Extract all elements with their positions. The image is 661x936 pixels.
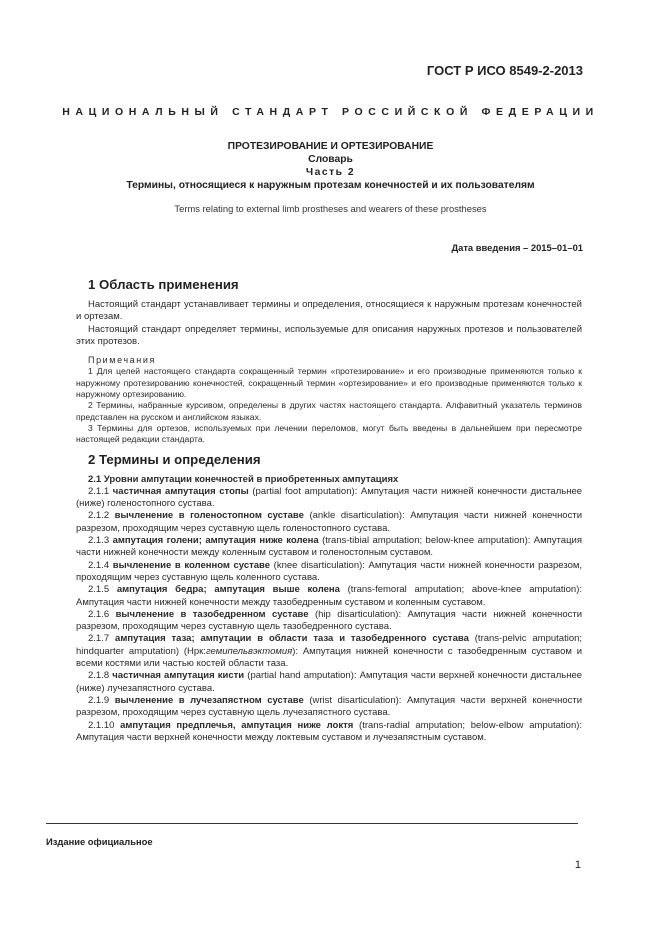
term-entry: [76, 695, 582, 720]
title-line-4: Термины, относящиеся к наружным протезам конечностей и их пользователям: [126, 180, 535, 191]
term-definition: Ампутация части верхней конечности между локтевым суставом и лучезапястным суставом.: [76, 731, 487, 743]
term-definition: Ампутация части нижней конечности дистальнее (ниже) голеностопного сустава.: [76, 485, 583, 510]
official-edition-label: Издание официальное: [46, 836, 153, 847]
term-english: (trans-pelvic amputation; hindquarter amputation): [76, 633, 583, 657]
term-name: вычленение в коленном суставе: [112, 559, 271, 571]
term-entry: [76, 510, 582, 535]
term-name: вычленение в тазобедренном суставе: [115, 608, 309, 620]
section-1-paragraph-1: Настоящий стандарт устанавливает термины и определения, относящиеся к наружным протезам конечностей и ортезам.: [76, 299, 582, 323]
term-number: 2.1.9: [88, 694, 110, 706]
title-line-2: Словарь: [308, 154, 353, 165]
term-english: (trans-femoral amputation; above-knee amputation):: [347, 584, 582, 596]
term-english: (partial hand amputation):: [247, 670, 357, 682]
term-english: (partial foot amputation):: [252, 485, 358, 497]
note-2: 2 Термины, набранные курсивом, определены в других частях настоящего стандарта. Алфавитный указатель терминов представлен на русском и английском языках.: [76, 400, 582, 422]
section-2-subtitle: 2.1 Уровни ампутации конечностей в приобретенных ампутациях: [88, 473, 399, 485]
term-definition: Ампутация части нижней конечности между тазобедренным суставом и коленным суставом.: [76, 596, 486, 608]
term-english: (knee disarticulation):: [273, 559, 365, 571]
term-entry: [76, 486, 582, 511]
term-definition: Ампутация части верхней конечности дистальнее (ниже) лучезапястного сустава.: [76, 670, 583, 694]
term-english: (trans-radial amputation; below-elbow amputation):: [359, 719, 583, 731]
term-definition: Ампутация части нижней конечности между коленным суставом и голеностопным суставом.: [76, 535, 582, 559]
main-content: [76, 277, 582, 744]
title-line-3: Часть 2: [305, 167, 356, 178]
term-entry: [76, 670, 582, 695]
term-definition: Ампутация части нижней конечности разрезом, проходящим через суставную щель голеностопного сустава.: [76, 510, 583, 534]
term-definition: Ампутация части нижней конечности разрезом, проходящим через суставную щель тазобедренного сустава.: [76, 608, 583, 633]
note-3: 3 Термины для ортезов, используемых при лечении переломов, могут быть введены в дальнейшем при пересмотре настоящей редакции стандарта.: [76, 422, 582, 445]
term-number: 2.1.4: [88, 559, 110, 571]
term-entry: [76, 560, 582, 585]
term-number: 2.1.10: [88, 719, 115, 731]
term-number: 2.1.6: [88, 608, 110, 620]
term-entry: [76, 535, 582, 560]
term-number: 2.1.7: [88, 633, 110, 645]
term-npk-close: ):: [292, 645, 299, 657]
term-english: (wrist disarticulation):: [309, 694, 402, 706]
term-name: ампутация таза; ампутации в области таза и тазобедренного сустава: [115, 633, 469, 645]
term-name: частичная ампутация кисти: [112, 670, 245, 682]
term-entry: [76, 720, 582, 745]
section-1-title: 1 Область применения: [88, 277, 239, 292]
page-number: 1: [574, 859, 581, 871]
title-line-1: ПРОТЕЗИРОВАНИЕ И ОРТЕЗИРОВАНИЕ: [227, 141, 434, 152]
term-number: 2.1.2: [88, 510, 110, 522]
term-number: 2.1.5: [88, 584, 110, 596]
term-entry: [76, 633, 582, 670]
term-definition: Ампутация части верхней конечности разрезом, проходящим через суставную щель лучезапястного сустава.: [76, 694, 583, 719]
term-number: 2.1.3: [88, 535, 110, 547]
standard-code: ГОСТ Р ИСО 8549-2-2013: [426, 63, 583, 78]
term-english: (hip disarticulation):: [314, 608, 402, 620]
term-name: ампутация голени; ампутация ниже колена: [112, 535, 319, 547]
term-npk: (Нрк:: [183, 645, 206, 657]
notes-title: Примечания: [88, 355, 156, 366]
term-name: частичная ампутация стопы: [112, 485, 249, 497]
term-definition: Ампутация нижней конечности с тазобедренным суставом и всеми костями или частью костей области таза.: [76, 645, 582, 670]
term-number: 2.1.8: [88, 670, 110, 682]
term-english: (trans-tibial amputation; below-knee amputation):: [322, 535, 531, 547]
national-standard-heading: НАЦИОНАЛЬНЫЙ СТАНДАРТ РОССИЙСКОЙ ФЕДЕРАЦИИ: [62, 106, 599, 118]
term-entry: [76, 584, 582, 609]
term-definition: Ампутация части нижней конечности разрезом, проходящим через суставную щель коленного сустава.: [76, 559, 583, 583]
document-title: [60, 140, 601, 192]
section-1-paragraph-2: Настоящий стандарт определяет термины, используемые для описания наружных протезов и пользователей этих протезов.: [76, 323, 582, 347]
term-number: 2.1.1: [88, 485, 110, 497]
term-name: ампутация бедра; ампутация выше колена: [116, 584, 340, 596]
note-1: 1 Для целей настоящего стандарта сокращенный термин «протезирование» и его производные применяются только к наружному протезированию конечностей, сокращенный термин «ортезирование» и его производные применяются только к наружному ортезированию.: [76, 366, 582, 400]
term-npk-term: гемипельвэктомия: [205, 645, 293, 657]
term-name: вычленение в голеностопном суставе: [114, 510, 304, 522]
section-2-title: 2 Термины и определения: [88, 451, 261, 467]
english-title: Terms relating to external limb prostheses and wearers of these prostheses: [174, 203, 487, 214]
term-entry: [76, 609, 582, 634]
term-english: (ankle disarticulation):: [309, 510, 405, 522]
introduction-date: Дата введения – 2015–01–01: [451, 242, 583, 253]
term-name: вычленение в лучезапястном суставе: [114, 694, 304, 706]
footer-divider: [46, 823, 578, 824]
term-name: ампутация предплечья, ампутация ниже локтя: [120, 719, 354, 731]
